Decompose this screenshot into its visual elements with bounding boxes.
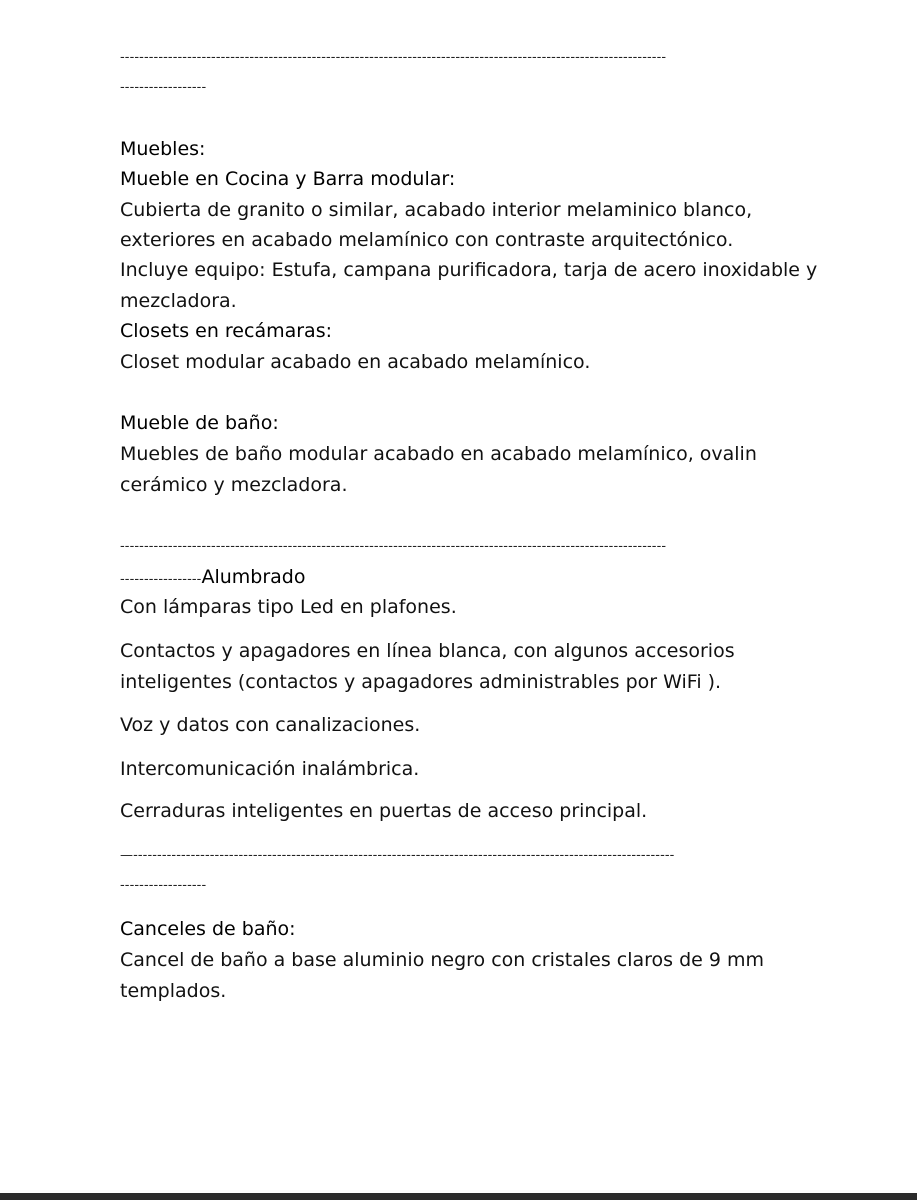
paragraph-line: exteriores en acabado melamínico con contraste arquitectónico.	[120, 229, 734, 251]
paragraph-line: Contactos y apagadores en línea blanca, con algunos accesorios	[120, 640, 735, 662]
paragraph-line: Muebles de baño modular acabado en acabado melamínico, ovalin	[120, 443, 757, 465]
paragraph-line: Cancel de baño a base aluminio negro con cristales claros de 9 mm	[120, 949, 765, 971]
paragraph-line: Voz y datos con canalizaciones.	[120, 714, 421, 736]
separator-rule: ------------------	[120, 80, 207, 95]
separator-rule: -----------------	[120, 572, 202, 587]
subheading-mueble-bano: Mueble de baño:	[120, 412, 279, 434]
paragraph-line: cerámico y mezcladora.	[120, 474, 348, 496]
paragraph-line: inteligentes (contactos y apagadores administrables por WiFi ).	[120, 671, 722, 693]
subheading-cocina: Mueble en Cocina y Barra modular:	[120, 168, 456, 190]
separator-rule: ------------------------------------------------------------------------------------------------------------------	[120, 539, 667, 554]
subheading-closets: Closets en recámaras:	[120, 320, 332, 342]
separator-rule: —-----------------------------------------------------------------------------------------------------------------	[120, 848, 675, 863]
paragraph-line: Intercomunicación inalámbrica.	[120, 758, 420, 780]
paragraph-line: Cerraduras inteligentes en puertas de acceso principal.	[120, 800, 648, 822]
paragraph-line: mezcladora.	[120, 290, 237, 312]
paragraph-line: templados.	[120, 980, 227, 1002]
separator-rule: ------------------	[120, 878, 207, 893]
paragraph-line: Cubierta de granito o similar, acabado interior melaminico blanco,	[120, 199, 753, 221]
section-heading-canceles: Canceles de baño:	[120, 918, 296, 940]
section-heading-muebles: Muebles:	[120, 138, 206, 160]
paragraph-line: Closet modular acabado en acabado melamínico.	[120, 351, 591, 373]
section-heading-alumbrado: Alumbrado	[201, 566, 306, 588]
paragraph-line: Con lámparas tipo Led en plafones.	[120, 596, 457, 618]
bottom-edge-bar	[0, 1193, 917, 1200]
alumbrado-heading-row	[120, 562, 830, 595]
paragraph-line: Incluye equipo: Estufa, campana purificadora, tarja de acero inoxidable y	[120, 259, 818, 281]
separator-rule: ------------------------------------------------------------------------------------------------------------------	[120, 50, 667, 65]
